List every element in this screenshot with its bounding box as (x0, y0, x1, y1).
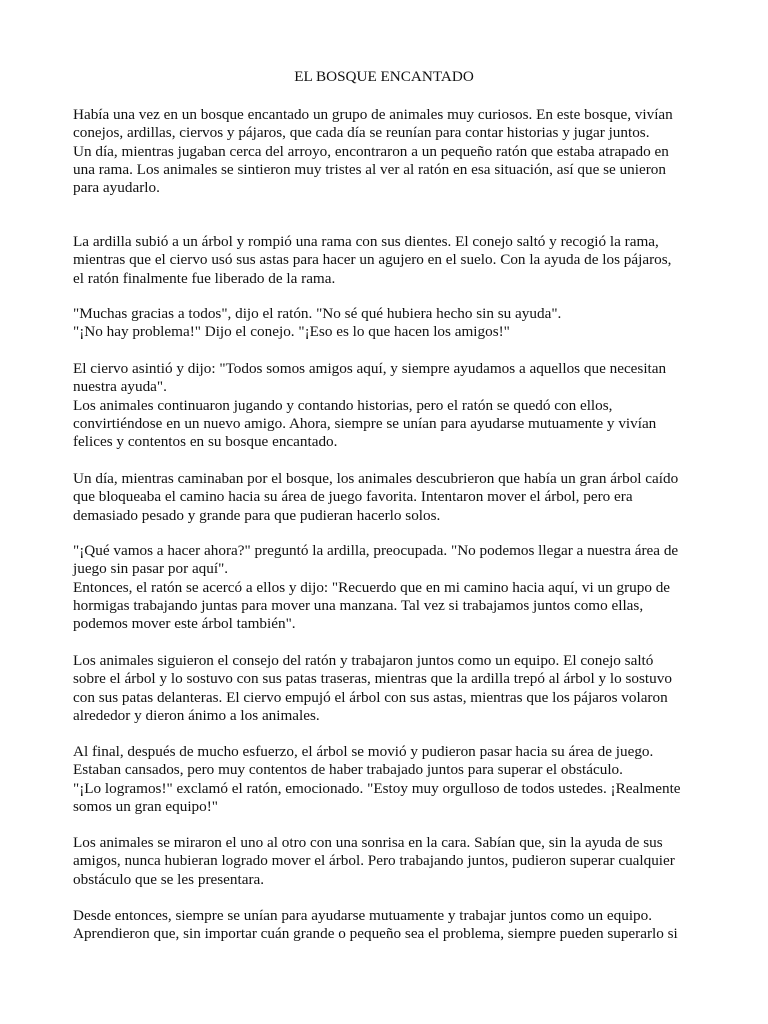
text-line: Aprendieron que, sin importar cuán grande o pequeño sea el problema, siempre pueden superarlo si (73, 925, 678, 943)
text-line: Un día, mientras caminaban por el bosque, los animales descubrieron que había un gran árbol caído (73, 470, 679, 487)
text-line: Estaban cansados, pero muy contentos de haber trabajado juntos para superar el obstáculo. (73, 761, 623, 779)
paragraph-1 (73, 106, 703, 197)
paragraph-3 (73, 305, 703, 342)
document-title: EL BOSQUE ENCANTADO (294, 68, 474, 85)
text-line: "Muchas gracias a todos", dijo el ratón. "No sé qué hubiera hecho sin su ayuda". (73, 305, 562, 322)
paragraph-8 (73, 743, 703, 816)
text-line: que bloqueaba el camino hacia su área de juego favorita. Intentaron mover el árbol, pero era (73, 488, 633, 506)
text-line: con sus patas delanteras. El ciervo empujó el árbol con sus astas, mientras que los pájaros volaron (73, 688, 668, 706)
text-line: amigos, nunca hubieran logrado mover el árbol. Pero trabajando juntos, pudieron superar cualquier (73, 852, 675, 870)
text-line: juego sin pasar por aquí". (73, 560, 229, 578)
text-line: Entonces, el ratón se acercó a ellos y dijo: "Recuerdo que en mi camino hacia aquí, vi un grupo de (73, 578, 671, 596)
text-line: el ratón finalmente fue liberado de la rama. (73, 269, 336, 287)
text-line: "¡Lo logramos!" exclamó el ratón, emocionado. "Estoy muy orgulloso de todos ustedes. ¡Realmente (73, 779, 681, 797)
text-line: demasiado pesado y grande para que pudieran hacerlo solos. (73, 506, 441, 524)
text-line: "¡No hay problema!" Dijo el conejo. "¡Eso es lo que hacen los amigos!" (73, 323, 510, 341)
text-line: hormigas trabajando juntas para mover una manzana. Tal vez si trabajamos juntos como ellas, (73, 596, 644, 614)
text-line: una rama. Los animales se sintieron muy tristes al ver al ratón en esa situación, así que se unieron (73, 160, 666, 178)
text-line: alrededor y dieron ánimo a los animales. (73, 706, 320, 724)
text-line: obstáculo que se les presentara. (73, 870, 265, 888)
text-line: somos un gran equipo!" (73, 797, 218, 815)
text-line: La ardilla subió a un árbol y rompió una rama con sus dientes. El conejo saltó y recogió la rama, (73, 233, 659, 250)
text-line: Los animales continuaron jugando y contando historias, pero el ratón se quedó con ellos, (73, 396, 613, 414)
paragraph-6 (73, 542, 703, 633)
text-line: felices y contentos en su bosque encantado. (73, 433, 338, 451)
text-line: conejos, ardillas, ciervos y pájaros, que cada día se reunían para contar historias y jugar juntos. (73, 124, 650, 142)
text-line: El ciervo asintió y dijo: "Todos somos amigos aquí, y siempre ayudamos a aquellos que necesitan (73, 360, 667, 377)
text-line: convirtiéndose en un nuevo amigo. Ahora, siempre se unían para ayudarse mutuamente y vivían (73, 414, 657, 432)
text-line: Había una vez en un bosque encantado un grupo de animales muy curiosos. En este bosque, vivían (73, 106, 673, 123)
text-line: mientras que el ciervo usó sus astas para hacer un agujero en el suelo. Con la ayuda de los pájaros, (73, 251, 672, 269)
paragraph-9 (73, 834, 703, 889)
text-line: podemos mover este árbol también". (73, 615, 296, 633)
text-line: Al final, después de mucho esfuerzo, el árbol se movió y pudieron pasar hacia su área de juego. (73, 743, 654, 760)
text-line: nuestra ayuda". (73, 378, 167, 396)
text-line: Los animales siguieron el consejo del ratón y trabajaron juntos como un equipo. El conejo saltó (73, 652, 654, 669)
text-line: "¡Qué vamos a hacer ahora?" preguntó la ardilla, preocupada. "No podemos llegar a nuestra área de (73, 542, 679, 559)
paragraph-5 (73, 470, 703, 525)
text-line: para ayudarlo. (73, 179, 160, 197)
paragraph-4 (73, 360, 703, 451)
paragraph-2 (73, 233, 703, 288)
text-line: Los animales se miraron el uno al otro con una sonrisa en la cara. Sabían que, sin la ayuda de sus (73, 834, 663, 851)
paragraph-7 (73, 652, 703, 725)
text-line: Desde entonces, siempre se unían para ayudarse mutuamente y trabajar juntos como un equipo. (73, 907, 653, 924)
text-line: sobre el árbol y lo sostuvo con sus patas traseras, mientras que la ardilla trepó al árbol y lo sostuvo (73, 670, 672, 688)
text-line: Un día, mientras jugaban cerca del arroyo, encontraron a un pequeño ratón que estaba atrapado en (73, 142, 669, 160)
paragraph-10 (73, 907, 703, 944)
